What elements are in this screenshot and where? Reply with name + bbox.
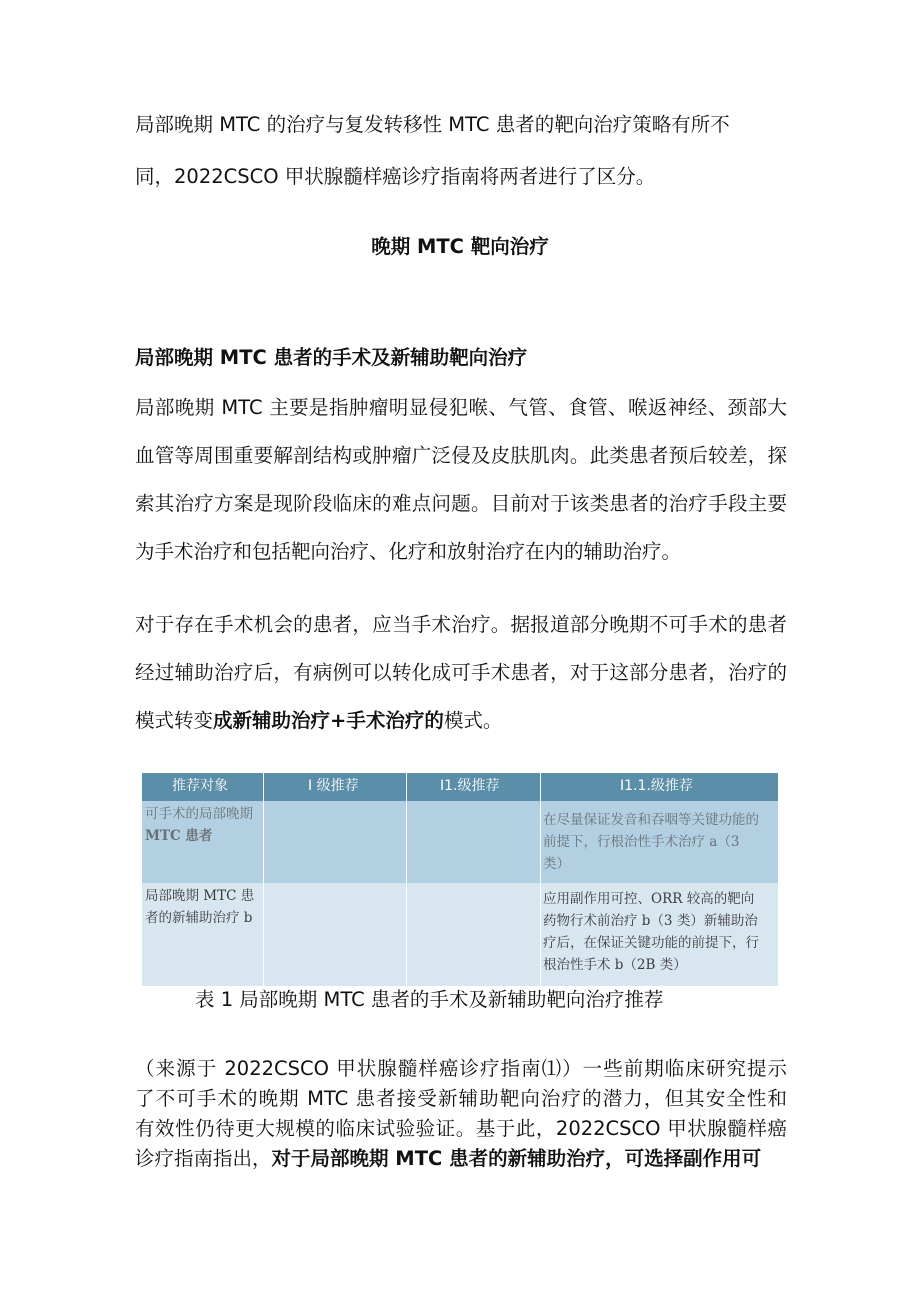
table-caption: 表 1 局部晚期 MTC 患者的手术及新辅助靶向治疗推荐	[195, 988, 664, 1011]
table-header-level2: I1.级推荐	[440, 778, 500, 794]
section-title: 晚期 MTC 靶向治疗	[371, 235, 549, 258]
table-cell-target	[145, 885, 254, 929]
cell-text: MTC 患者	[145, 828, 213, 844]
subsection-title: 局部晚期 MTC 患者的手术及新辅助靶向治疗	[135, 346, 528, 369]
para1-line-4: 为手术治疗和包括靶向治疗、化疗和放射治疗在内的辅助治疗。	[135, 540, 682, 563]
para2-line-3-prefix: 模式转变	[135, 709, 214, 732]
para2-line-3-suffix: 模式。	[443, 709, 503, 732]
cell-text: 疗后，在保证关键功能的前提下，行	[543, 935, 759, 951]
para3-line-4-prefix: 诊疗指南指出，	[135, 1147, 272, 1170]
cell-text: 根治性手术 b（2B 类）	[543, 957, 687, 973]
para3-line-2: 了不可手术的晚期 MTC 患者接受新辅助靶向治疗的潜力，但其安全性和	[135, 1087, 787, 1110]
table-header-level3: I1.1.级推荐	[620, 778, 693, 794]
table-cell-level3	[543, 809, 759, 875]
para2-line-3-bold: 成新辅助治疗+手术治疗的	[213, 709, 444, 732]
para2-line-3	[135, 709, 502, 733]
table-header-target: 推荐对象	[172, 778, 228, 794]
cell-text: 者的新辅助治疗 b	[145, 910, 253, 926]
para3-line-4-bold: 对于局部晚期 MTC 患者的新辅助治疗，可选择副作用可	[271, 1147, 762, 1170]
para1-line-3: 索其治疗方案是现阶段临床的难点问题。目前对于该类患者的治疗手段主要	[135, 492, 787, 515]
column-divider	[263, 773, 264, 986]
intro-line-1: 局部晚期 MTC 的治疗与复发转移性 MTC 患者的靶向治疗策略有所不	[135, 113, 730, 136]
recommendation-table	[142, 773, 778, 986]
table-header-level1: I 级推荐	[308, 778, 359, 794]
cell-text: 可手术的局部晚期	[145, 806, 253, 822]
table-cell-level3	[543, 888, 759, 976]
column-divider	[540, 773, 541, 986]
cell-text: 类）	[543, 856, 570, 872]
cell-text: 局部晚期 MTC 患	[145, 888, 255, 904]
cell-text: 应用副作用可控、ORR 较高的靶向	[543, 891, 755, 907]
para2-line-2: 经过辅助治疗后，有病例可以转化成可手术患者，对于这部分患者，治疗的	[135, 661, 787, 684]
cell-text: 药物行术前治疗 b（3 类）新辅助治	[543, 913, 758, 929]
table-cell-target	[145, 803, 253, 847]
cell-text: 前提下，行根治性手术治疗 a（3	[543, 834, 740, 850]
para3-line-1: （来源于 2022CSCO 甲状腺髓样癌诊疗指南⑴）一些前期临床研究提示	[135, 1057, 787, 1080]
para2-line-1: 对于存在手术机会的患者，应当手术治疗。据报道部分晚期不可手术的患者	[135, 613, 787, 636]
para1-line-1: 局部晚期 MTC 主要是指肿瘤明显侵犯喉、气管、食管、喉返神经、颈部大	[135, 396, 787, 419]
para3-line-4	[135, 1147, 761, 1171]
para1-line-2: 血管等周围重要解剖结构或肿瘤广泛侵及皮肤肌肉。此类患者预后较差，探	[135, 444, 787, 467]
cell-text: 在尽量保证发音和吞咽等关键功能的	[543, 812, 759, 828]
para3-line-3: 有效性仍待更大规模的临床试验验证。基于此，2022CSCO 甲状腺髓样癌	[135, 1117, 787, 1140]
intro-line-2: 同，2022CSCO 甲状腺髓样癌诊疗指南将两者进行了区分。	[135, 165, 656, 188]
column-divider	[406, 773, 407, 986]
